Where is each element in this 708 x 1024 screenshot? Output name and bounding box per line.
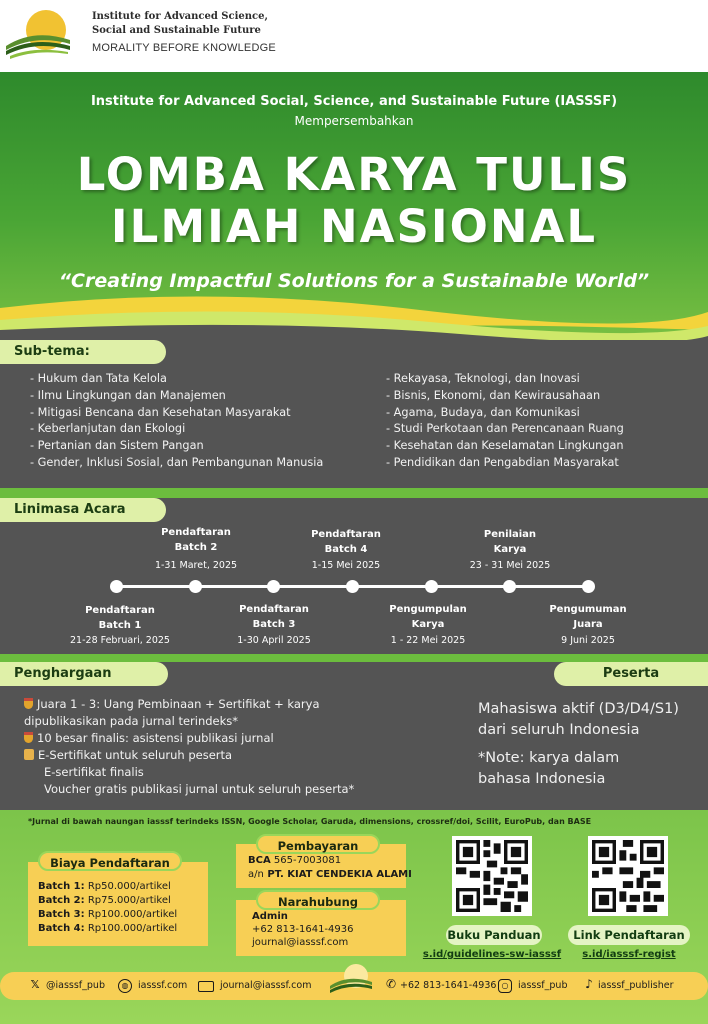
payment-name: PT. KIAT CENDEKIA ALAMI: [263, 869, 412, 880]
timeline-dot: [346, 580, 359, 593]
indexing-note: *Jurnal di bawah naungan iasssf terindeks ISSN, Google Scholar, Garuda, dimensions, crossref/doi, Scilit, EuroPub, dan BASE: [28, 817, 592, 826]
org-name-line1: Institute for Advanced Science,: [92, 11, 268, 22]
timeline-lower-label: [60, 603, 180, 633]
award-item: dipublikasikan pada jurnal terindeks*: [24, 714, 239, 728]
list-item: - Pertanian dan Sistem Pangan: [30, 439, 204, 453]
timeline-date: 1-31 Maret, 2025: [154, 560, 238, 571]
timeline-lower-label: [528, 602, 648, 632]
registration-label: Link Pendaftaran: [568, 925, 690, 945]
fees-heading: Biaya Pendaftaran: [38, 851, 182, 871]
timeline-dot: [582, 580, 595, 593]
timeline-label-line: Penilaian: [483, 529, 537, 540]
footer-phone[interactable]: +62 813-1641-4936: [400, 980, 497, 991]
timeline-label-line: Pendaftaran: [85, 605, 155, 616]
list-item: - Hukum dan Tata Kelola: [30, 372, 167, 385]
list-item: - Gender, Inklusi Sosial, dan Pembangunan Manusia: [30, 455, 324, 469]
list-item: - Kesehatan dan Keselamatan Lingkungan: [386, 439, 624, 453]
fee-price: Rp100.000/artikel: [84, 923, 178, 934]
timeline-dot: [425, 580, 438, 593]
globe-icon: ◍: [118, 979, 132, 993]
awards-section: [0, 662, 708, 810]
participants-text: dari seluruh Indonesia: [478, 722, 640, 738]
subtheme-heading: Sub-tema:: [0, 340, 166, 364]
guide-link[interactable]: s.id/guidelines-sw-iasssf: [422, 949, 562, 960]
org-motto: MORALITY BEFORE KNOWLEDGE: [92, 42, 276, 54]
timeline-label-line: Batch 2: [174, 542, 218, 553]
payment-prefix: a/n: [248, 869, 264, 880]
timeline-label-line: Pengumpulan: [389, 604, 467, 615]
scroll-icon: [24, 749, 34, 760]
logo-icon: [4, 6, 74, 62]
timeline-dot: [189, 580, 202, 593]
qr-code-icon: [592, 840, 664, 912]
timeline-label-line: Pendaftaran: [161, 527, 231, 538]
divider: [0, 654, 708, 662]
timeline-label-line: Karya: [411, 619, 445, 630]
timeline-upper-label: [136, 525, 256, 555]
list-item: - Studi Perkotaan dan Perencanaan Ruang: [386, 422, 624, 436]
x-handle[interactable]: @iasssf_pub: [46, 980, 105, 991]
list-item: - Pendidikan dan Pengabdian Masyarakat: [386, 455, 619, 469]
title-line2: ILMIAH NASIONAL: [110, 200, 598, 253]
timeline-upper-label: [286, 527, 406, 557]
guide-label: Buku Panduan: [446, 925, 542, 945]
fee-price: Rp75.000/artikel: [84, 895, 171, 906]
presents-text: Mempersembahkan: [294, 114, 414, 128]
fee-row: [38, 894, 171, 909]
timeline-dot: [110, 580, 123, 593]
timeline-label-line: Batch 1: [98, 620, 142, 631]
timeline-label-line: Batch 3: [252, 619, 296, 630]
list-item: - Ilmu Lingkungan dan Manajemen: [30, 388, 226, 402]
phone-icon: ✆: [385, 977, 397, 991]
registration-link[interactable]: s.id/iasssf-regist: [582, 949, 676, 960]
timeline-dot: [503, 580, 516, 593]
subtheme-list-left: [30, 371, 323, 472]
mail-icon: [198, 981, 214, 992]
contact-phone[interactable]: +62 813-1641-4936: [252, 924, 354, 935]
award-item: Voucher gratis publikasi jurnal untuk seluruh peserta*: [44, 782, 355, 796]
contact-email[interactable]: journal@iasssf.com: [252, 937, 349, 948]
timeline-lower-label: [368, 602, 488, 632]
timeline-label-line: Pengumuman: [549, 604, 627, 615]
instagram-icon: ○: [498, 979, 512, 993]
list-item: - Keberlanjutan dan Ekologi: [30, 422, 186, 436]
list-item: - Mitigasi Bencana dan Kesehatan Masyarakat: [30, 405, 291, 419]
timeline-dot: [267, 580, 280, 593]
medal-icon: [24, 698, 33, 709]
fee-batch: Batch 3:: [38, 909, 85, 920]
tagline: “Creating Impactful Solutions for a Sustainable World”: [58, 270, 650, 292]
fee-row: [38, 880, 171, 895]
logo-icon: [328, 962, 374, 996]
fee-price: Rp50.000/artikel: [84, 881, 171, 892]
timeline-label-line: Pendaftaran: [239, 604, 309, 615]
timeline-date: 21-28 Februari, 2025: [70, 635, 170, 646]
x-icon[interactable]: 𝕏: [30, 978, 40, 991]
participants-note: *Note: karya dalam: [478, 750, 620, 766]
payment-bank: BCA: [248, 855, 271, 866]
contact-name: Admin: [252, 911, 288, 922]
fee-batch: Batch 4:: [38, 923, 85, 934]
instagram-handle[interactable]: iasssf_pub: [518, 980, 568, 991]
timeline-label-line: Juara: [573, 619, 603, 630]
payment-number: 565-7003081: [270, 855, 342, 866]
list-item: - Rekayasa, Teknologi, dan Inovasi: [386, 372, 580, 385]
footer-email[interactable]: journal@iasssf.com: [220, 980, 312, 991]
timeline-heading: Linimasa Acara: [0, 498, 166, 522]
payment-holder: [248, 868, 412, 883]
website[interactable]: iasssf.com: [138, 980, 188, 991]
fee-row: [38, 922, 177, 937]
participants-note: bahasa Indonesia: [478, 771, 606, 787]
award-text: Juara 1 - 3: Uang Pembinaan + Sertifikat + karya: [37, 697, 320, 711]
contact-footer: [0, 972, 708, 1000]
timeline-section: [0, 498, 708, 654]
participants-heading: Peserta: [554, 662, 708, 686]
top-header: [0, 0, 708, 72]
bottom-section: [0, 810, 708, 1024]
fee-batch: Batch 1:: [38, 881, 85, 892]
payment-heading: Pembayaran: [256, 834, 380, 854]
timeline-upper-label: [450, 527, 570, 557]
fee-row: [38, 908, 177, 923]
timeline-date: 1 - 22 Mei 2025: [390, 635, 466, 646]
subtheme-list-right: [386, 371, 624, 472]
medal-icon: [24, 732, 33, 743]
title-line1: LOMBA KARYA TULIS: [76, 148, 632, 201]
award-text: 10 besar finalis: asistensi publikasi jurnal: [37, 731, 274, 745]
tiktok-icon: ♪: [585, 977, 593, 991]
timeline-date: 23 - 31 Mei 2025: [469, 560, 551, 571]
qr-code-icon: [456, 840, 528, 912]
qr-code-icon[interactable]: [452, 836, 532, 916]
timeline-date: 1-15 Mei 2025: [311, 560, 381, 571]
qr-code-icon[interactable]: [588, 836, 668, 916]
award-item: E-sertifikat finalis: [44, 765, 144, 779]
divider: [0, 488, 708, 498]
award-item: [24, 747, 232, 764]
contact-heading: Narahubung: [256, 890, 380, 910]
timeline-date: 1-30 April 2025: [237, 635, 311, 646]
presenter-text: Institute for Advanced Social, Science, and Sustainable Future (IASSSF): [90, 94, 618, 109]
payment-account: [248, 854, 341, 869]
timeline-lower-label: [214, 602, 334, 632]
participants-text: Mahasiswa aktif (D3/D4/S1): [478, 701, 679, 717]
org-name-line2: Social and Sustainable Future: [92, 25, 261, 36]
subtheme-section: [0, 340, 708, 488]
award-text: E-Sertifikat untuk seluruh peserta: [38, 748, 233, 762]
list-item: - Bisnis, Ekonomi, dan Kewirausahaan: [386, 388, 601, 402]
timeline-date: 9 Juni 2025: [561, 635, 615, 646]
tiktok-handle[interactable]: iasssf_publisher: [598, 980, 674, 991]
fee-batch: Batch 2:: [38, 895, 85, 906]
timeline-label-line: Karya: [493, 544, 527, 555]
list-item: - Agama, Budaya, dan Komunikasi: [386, 405, 580, 419]
awards-heading: Penghargaan: [0, 662, 168, 686]
timeline-label-line: Batch 4: [324, 544, 368, 555]
award-item: [24, 730, 274, 747]
timeline-label-line: Pendaftaran: [311, 529, 381, 540]
award-item: [24, 696, 320, 713]
fee-price: Rp100.000/artikel: [84, 909, 178, 920]
